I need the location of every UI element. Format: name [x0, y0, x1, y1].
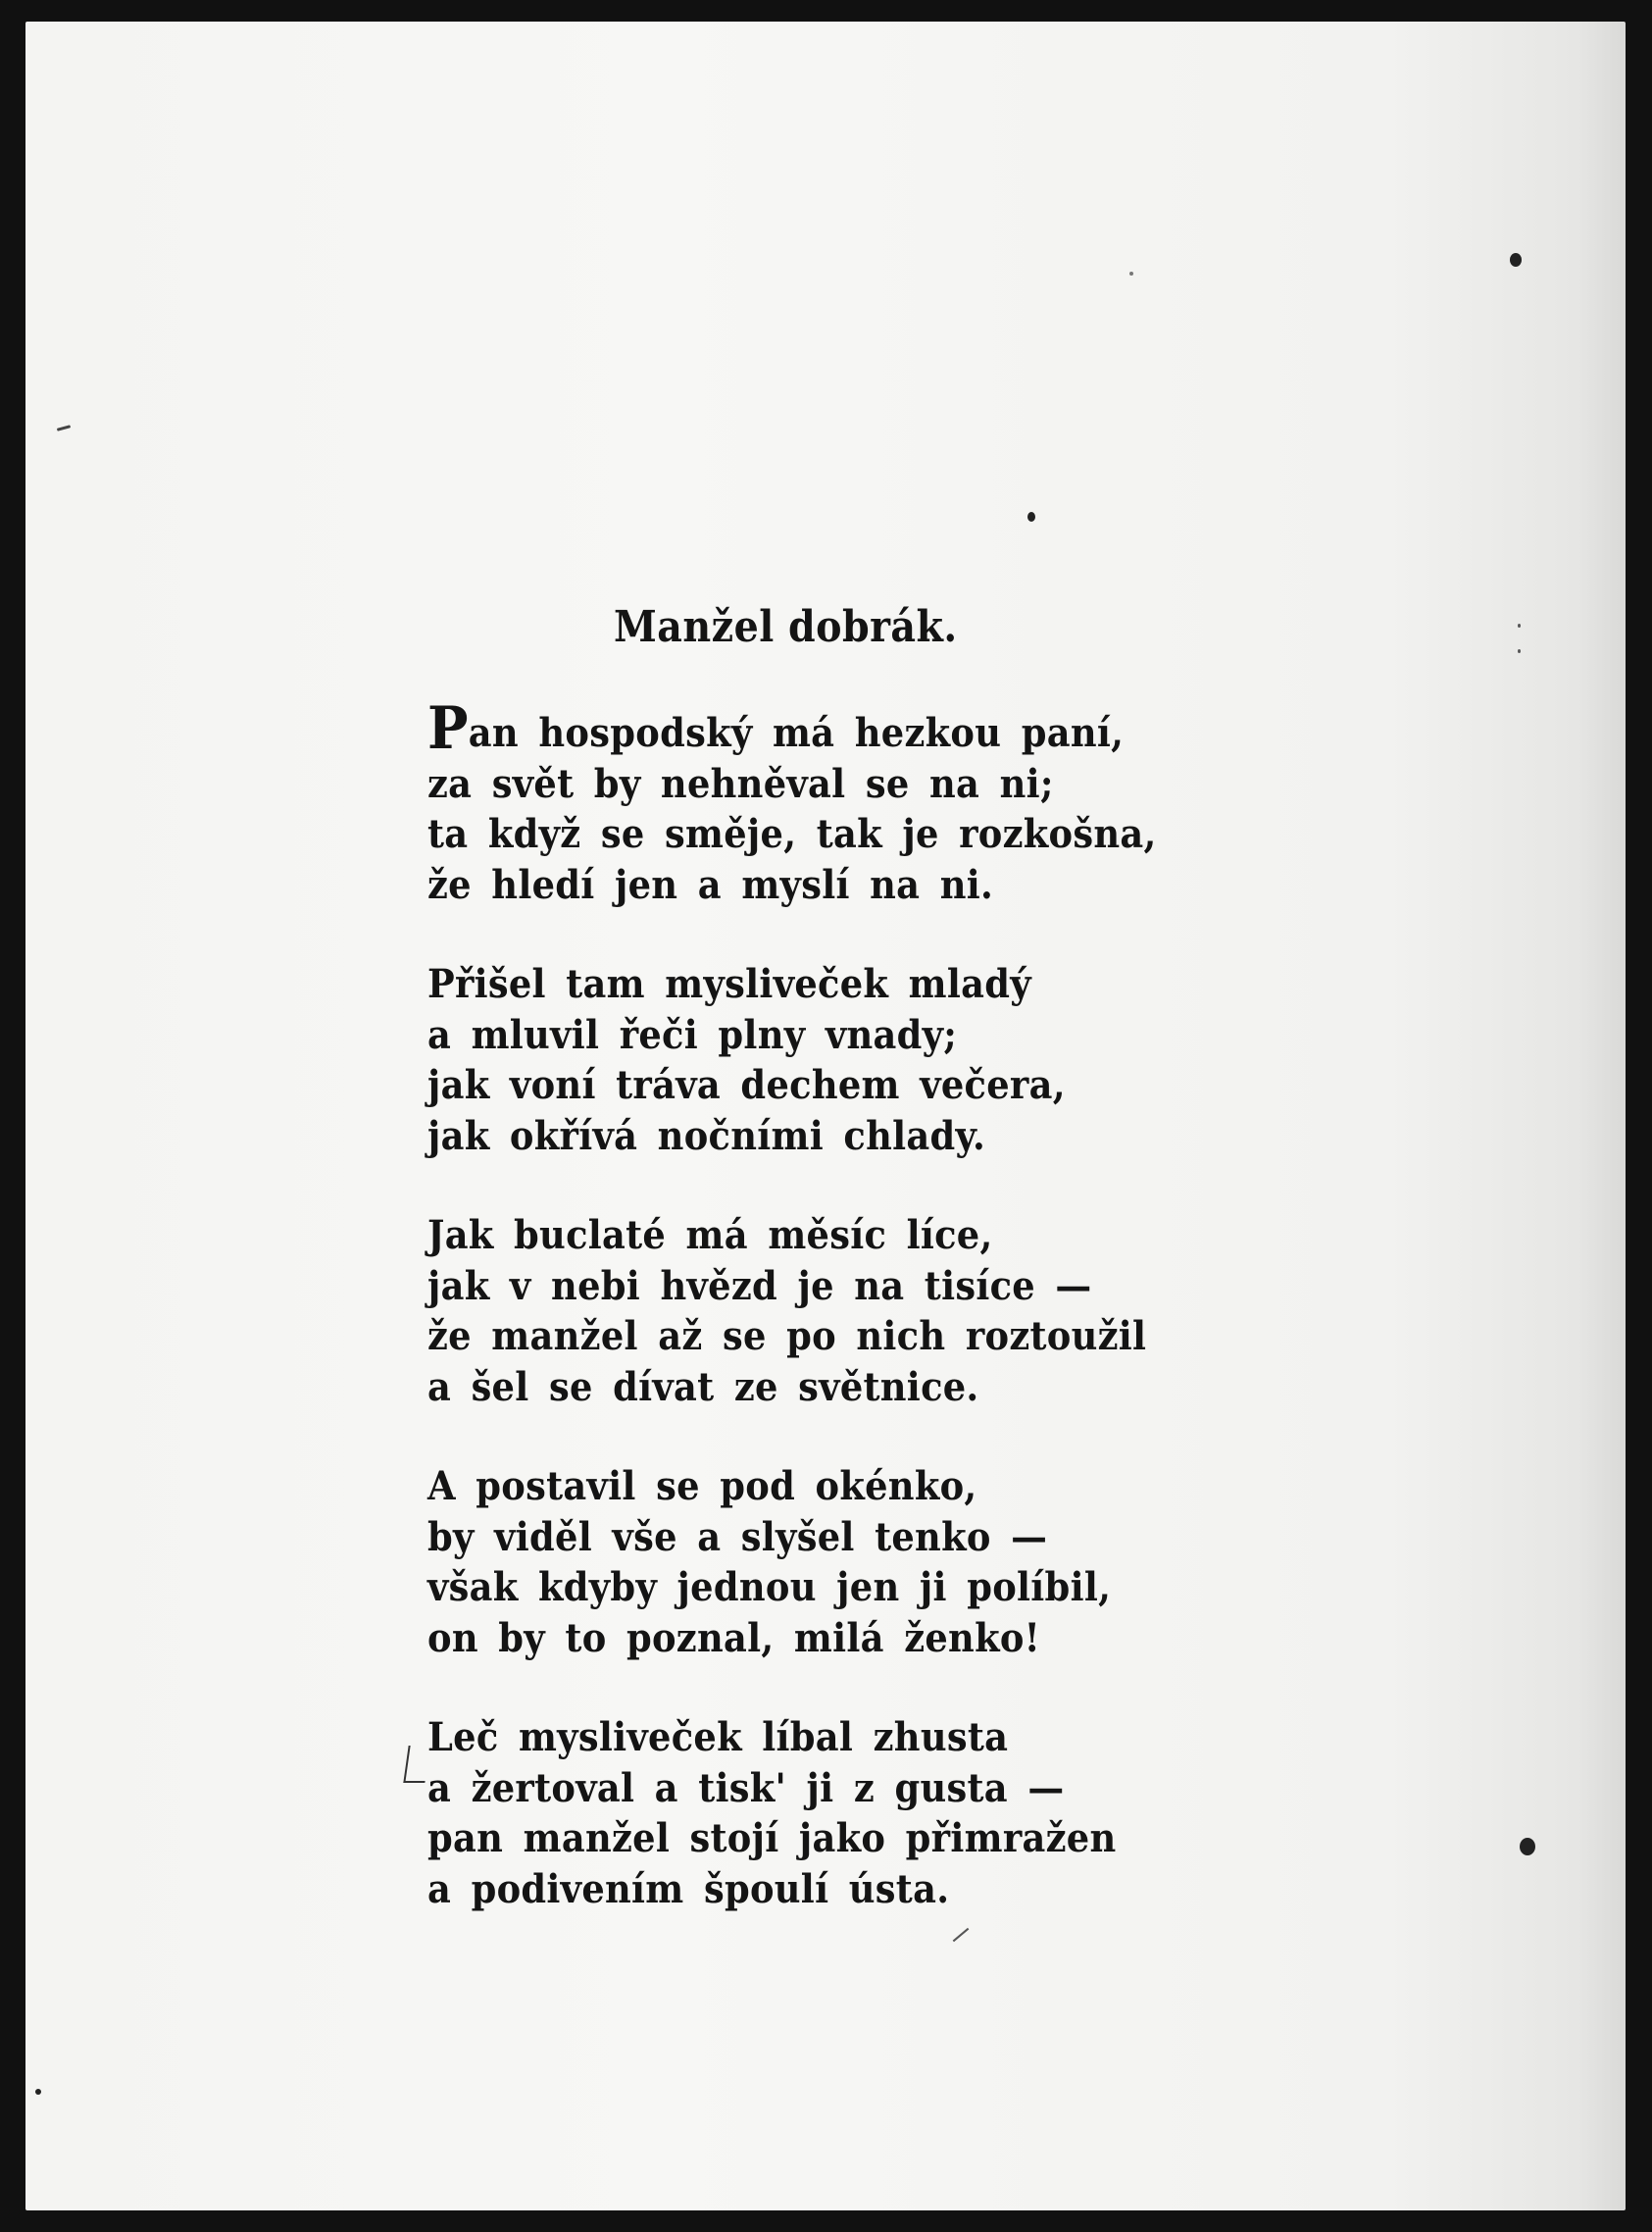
ink-speck: [1518, 624, 1521, 628]
poem-line: však kdyby jednou jen ji políbil,: [427, 1564, 1112, 1610]
pencil-bracket-mark: [403, 1746, 429, 1783]
poem-line: a mluvil řeči plny vnady;: [427, 1011, 958, 1058]
stanza-4: [427, 1461, 1231, 1663]
ink-speck: [1129, 272, 1133, 276]
poem-line: [427, 694, 1167, 763]
ink-speck: [1027, 512, 1035, 522]
poem-line: Přišel tam mysliveček mladý: [427, 961, 1031, 1007]
poem-line: jak okřívá nočními chlady.: [427, 1112, 986, 1159]
poem-body: [427, 694, 1231, 1963]
stanza-1: [427, 694, 1231, 910]
ink-speck: [1520, 1838, 1535, 1855]
poem-line: že hledí jen a myslí na ni.: [427, 861, 994, 908]
ink-speck: [35, 2089, 41, 2095]
page-content: [25, 22, 1626, 2210]
ink-speck: [1518, 649, 1521, 653]
poem-line: jak v nebi hvězd je na tisíce —: [427, 1262, 1092, 1309]
poem-title: Manžel dobrák.: [614, 602, 958, 652]
poem-line: a šel se dívat ze světnice.: [427, 1363, 979, 1410]
stanza-2: [427, 959, 1231, 1161]
poem-line: on by to poznal, milá ženko!: [427, 1614, 1041, 1661]
stanza-3: [427, 1210, 1231, 1412]
poem-line: a podivením špoulí ústa.: [427, 1865, 950, 1912]
poem-line: za svět by nehněval se na ni;: [427, 760, 1054, 807]
stanza-5: [427, 1712, 1231, 1914]
book-page: [25, 22, 1626, 2210]
poem-line: že manžel až se po nich roztoužil: [427, 1313, 1147, 1359]
ink-speck: [1510, 253, 1522, 267]
poem-line: pan manžel stojí jako přimražen: [427, 1815, 1117, 1861]
poem-line: ta když se směje, tak je rozkošna,: [427, 811, 1157, 857]
poem-line: Leč mysliveček líbal zhusta: [427, 1714, 1009, 1760]
ink-speck: [57, 425, 71, 431]
poem-line: jak voní tráva dechem večera,: [427, 1062, 1066, 1108]
poem-line: Jak buclaté má měsíc líce,: [427, 1212, 993, 1258]
first-line-rest: an hospodský má hezkou paní,: [468, 710, 1125, 756]
poem-line: by viděl vše a slyšel tenko —: [427, 1513, 1048, 1560]
poem-line: a žertoval a tisk' ji z gusta —: [427, 1764, 1065, 1811]
drop-initial: P: [427, 694, 469, 763]
poem-line: A postavil se pod okénko,: [427, 1463, 977, 1509]
